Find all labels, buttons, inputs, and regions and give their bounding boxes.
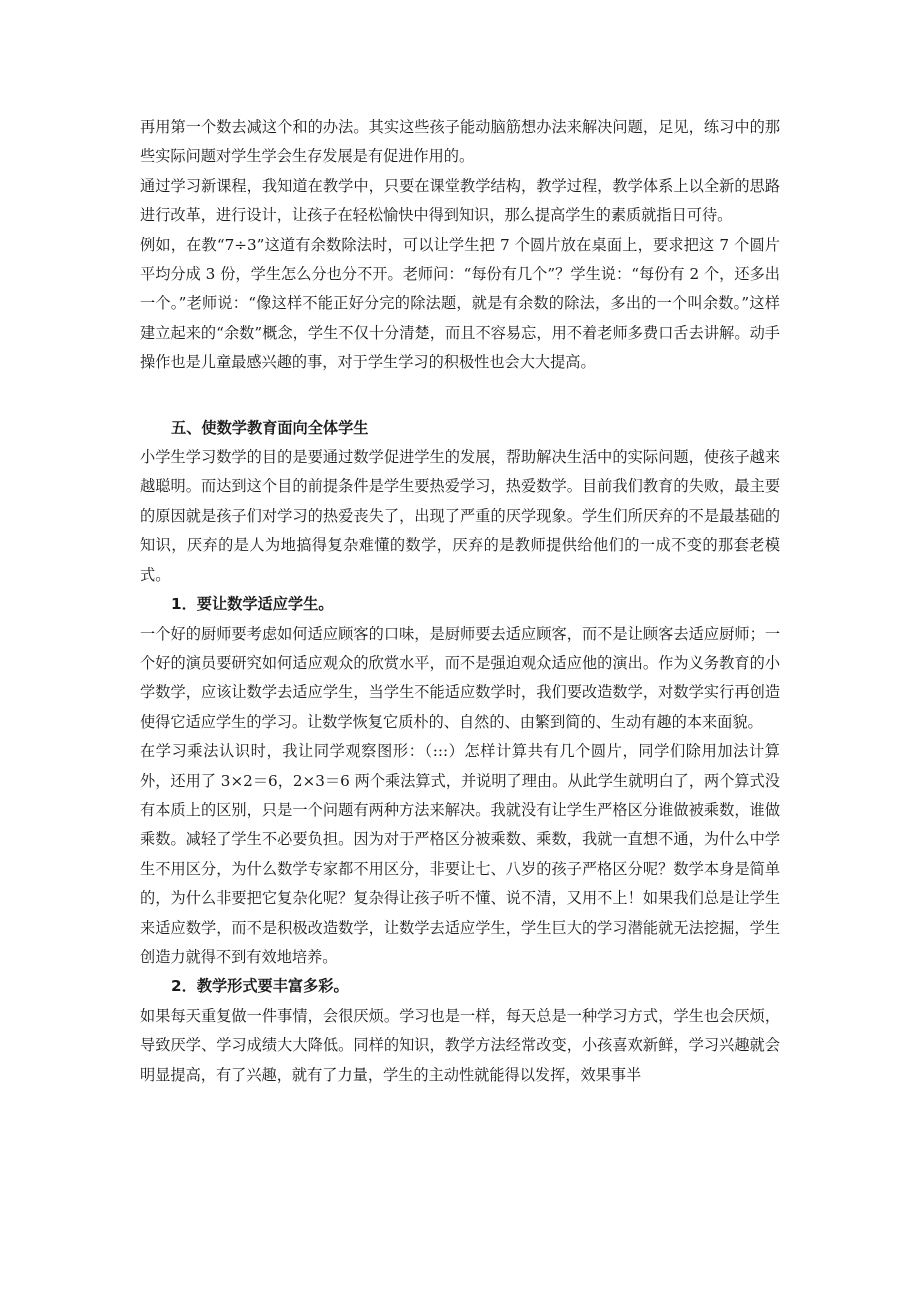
spacer <box>140 378 780 414</box>
document-page <box>140 113 780 1090</box>
paragraph-3: 例如，在教“7÷3”这道有余数除法时，可以让学生把 7 个圆片放在桌面上，要求把这 7 个圆片平均分成 3 份，学生怎么分也分不开。老师问：“每份有几个”？学生说：“每份有 2 个，还多出一个。”老师说：“像这样不能正好分完的除法题，就是有余数的除法，多出的一个叫余数。”这样建立起来的“余数”概念，学生不仅十分清楚，而且不容易忘，用不着老师多费口舌去讲解。动手操作也是儿童最感兴趣的事，对于学生学习的积极性也会大大提高。 <box>140 235 780 372</box>
section-heading-5: 五、使数学教育面向全体学生 <box>171 418 369 437</box>
paragraph-4: 小学生学习数学的目的是要通过数学促进学生的发展，帮助解决生活中的实际问题，使孩子越来越聪明。而达到这个目的前提条件是学生要热爱学习，热爱数学。目前我们教育的失败，最主要的原因就是孩子们对学习的热爱丧失了，出现了严重的厌学现象。学生们所厌弃的不是最基础的知识，厌弃的是人为地搞得复杂难懂的数学，厌弃的是教师提供给他们的一成不变的那套老模式。 <box>140 448 780 584</box>
subheading-1: 1．要让数学适应学生。 <box>171 595 334 614</box>
paragraph-1: 再用第一个数去减这个和的办法。其实这些孩子能动脑筋想办法来解决问题，足见，练习中的那些实际问题对学生学会生存发展是有促进作用的。 <box>140 118 780 166</box>
subheading-2: 2．教学形式要丰富多彩。 <box>171 977 349 996</box>
paragraph-2: 通过学习新课程，我知道在教学中，只要在课堂教学结构，教学过程，教学体系上以全新的思路进行改革，进行设计，让孩子在轻松愉快中得到知识，那么提高学生的素质就指日可待。 <box>140 176 780 225</box>
paragraph-7: 如果每天重复做一件事情，会很厌烦。学习也是一样，每天总是一种学习方式，学生也会厌烦，导致厌学、学习成绩大大降低。同样的知识，教学方法经常改变，小孩喜欢新鲜，学习兴趣就会明显提高，有了兴趣，就有了力量，学生的主动性就能得以发挥，效果事半 <box>140 1006 780 1084</box>
paragraph-6: 在学习乘法认识时，我让同学观察图形：（:::）怎样计算共有几个圆片，同学们除用加法计算外，还用了 3×2＝6，2×3＝6 两个乘法算式，并说明了理由。从此学生就明白了，两个算式没有本质上的区别，只是一个问题有两种方法来解决。我就没有让学生严格区分谁做被乘数，谁做乘数。减轻了学生不必要负担。因为对于严格区分被乘数、乘数，我就一直想不通，为什么中学生不用区分，为什么数学专家都不用区分，非要让七、八岁的孩子严格区分呢？数学本身是简单的，为什么非要把它复杂化呢？复杂得让孩子听不懂、说不清，又用不上！如果我们总是让学生来适应数学，而不是积极改造数学，让数学去适应学生，学生巨大的学习潜能就无法挖掘，学生创造力就得不到有效地培养。 <box>140 742 780 966</box>
paragraph-5: 一个好的厨师要考虑如何适应顾客的口味，是厨师要去适应顾客，而不是让顾客去适应厨师；一个好的演员要研究如何适应观众的欣赏水平，而不是强迫观众适应他的演出。作为义务教育的小学数学，应该让数学去适应学生，当学生不能适应数学时，我们要改造数学，对数学实行再创造使得它适应学生的学习。让数学恢复它质朴的、自然的、由繁到简的、生动有趣的本来面貌。 <box>140 624 780 731</box>
